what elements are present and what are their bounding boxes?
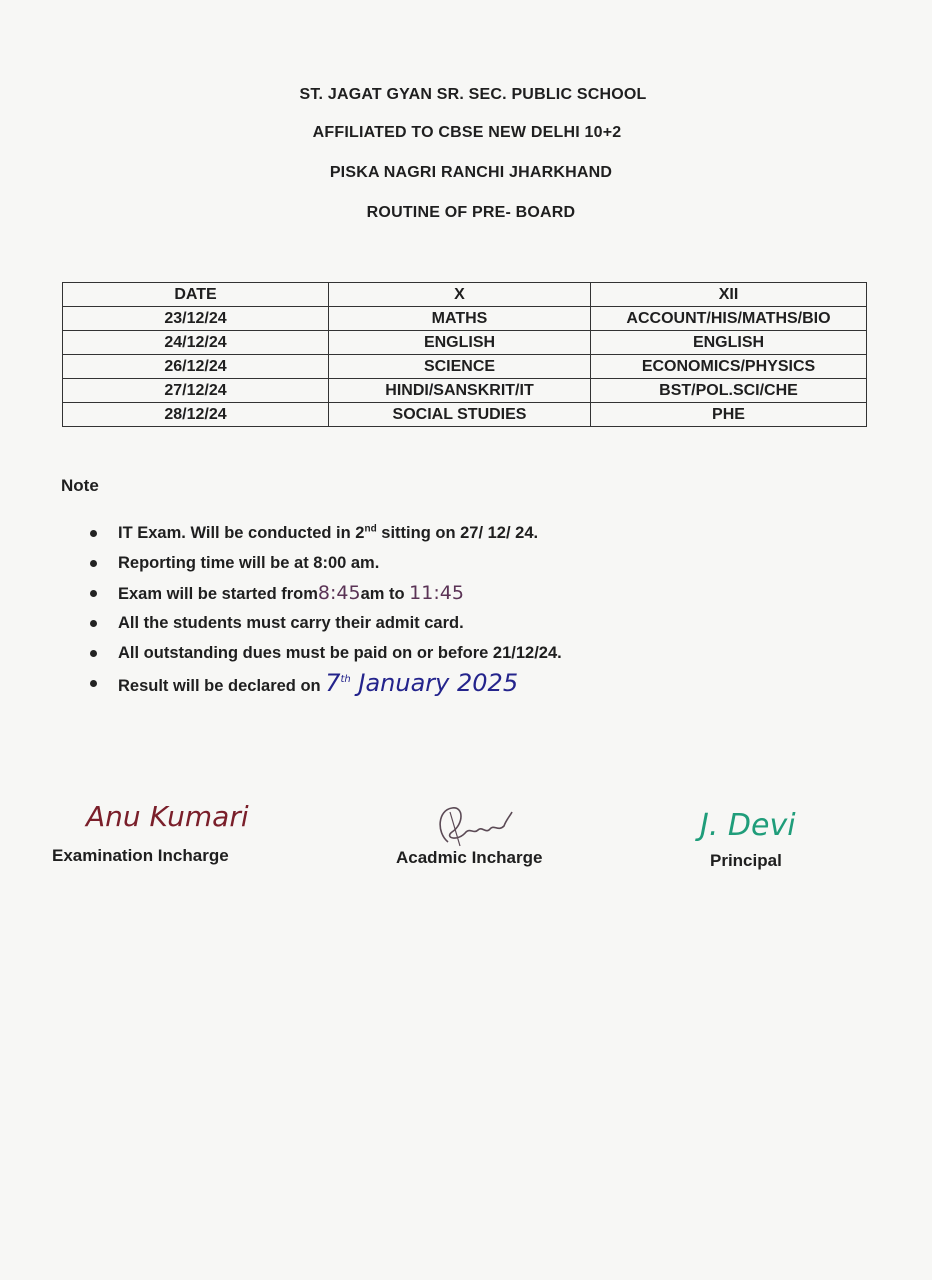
column-header-date: DATE (63, 283, 329, 307)
examination-incharge-signature: Anu Kumari (86, 800, 249, 833)
handwritten-result-date: 7th January 2025 (325, 669, 519, 697)
bullet-icon (90, 560, 97, 567)
affiliation-line: AFFILIATED TO CBSE NEW DELHI 10+2 (312, 124, 622, 141)
class-x-cell: MATHS (329, 307, 591, 331)
principal-signature: J. Devi (700, 808, 796, 843)
handwritten-start-time: 8:45 (317, 582, 361, 604)
class-xii-cell: ACCOUNT/HIS/MATHS/BIO (591, 307, 867, 331)
principal-label: Principal (710, 851, 782, 870)
academic-incharge-signature (430, 802, 520, 852)
column-header-x: X (329, 283, 591, 307)
class-xii-cell: PHE (591, 403, 867, 427)
note-heading: Note (61, 476, 99, 495)
bullet-icon (90, 680, 97, 687)
bullet-icon (90, 590, 97, 597)
list-item: IT Exam. Will be conducted in 2nd sitting on 27/ 12/ 24. (88, 518, 848, 548)
table-row (63, 379, 867, 403)
examination-incharge-label: Examination Incharge (52, 846, 229, 865)
class-xii-cell: BST/POL.SCI/CHE (591, 379, 867, 403)
list-item: All the students must carry their admit card. (88, 608, 848, 638)
document-title: ROUTINE OF PRE- BOARD (366, 204, 576, 221)
list-item: Result will be declared on 7th January 2025 (88, 668, 848, 698)
date-cell: 26/12/24 (63, 355, 329, 379)
date-cell: 28/12/24 (63, 403, 329, 427)
class-xii-cell: ECONOMICS/PHYSICS (591, 355, 867, 379)
bullet-icon (90, 620, 97, 627)
list-item: Exam will be started from8:45am to 11:45 (88, 578, 848, 608)
list-item: All outstanding dues must be paid on or before 21/12/24. (88, 638, 848, 668)
school-name: ST. JAGAT GYAN SR. SEC. PUBLIC SCHOOL (299, 86, 647, 103)
class-xii-cell: ENGLISH (591, 331, 867, 355)
bullet-icon (90, 530, 97, 537)
class-x-cell: ENGLISH (329, 331, 591, 355)
class-x-cell: HINDI/SANSKRIT/IT (329, 379, 591, 403)
list-item: Reporting time will be at 8:00 am. (88, 548, 848, 578)
handwritten-end-time: 11:45 (409, 582, 464, 604)
column-header-xii: XII (591, 283, 867, 307)
academic-incharge-label: Acadmic Incharge (396, 848, 543, 867)
table-row (63, 355, 867, 379)
table-row (63, 307, 867, 331)
class-x-cell: SCIENCE (329, 355, 591, 379)
address-line: PISKA NAGRI RANCHI JHARKHAND (329, 164, 613, 181)
date-cell: 24/12/24 (63, 331, 329, 355)
date-cell: 27/12/24 (63, 379, 329, 403)
date-cell: 23/12/24 (63, 307, 329, 331)
routine-table (62, 282, 867, 427)
table-header-row (63, 283, 867, 307)
notes-list (88, 518, 848, 698)
bullet-icon (90, 650, 97, 657)
class-x-cell: SOCIAL STUDIES (329, 403, 591, 427)
table-row (63, 331, 867, 355)
table-row (63, 403, 867, 427)
